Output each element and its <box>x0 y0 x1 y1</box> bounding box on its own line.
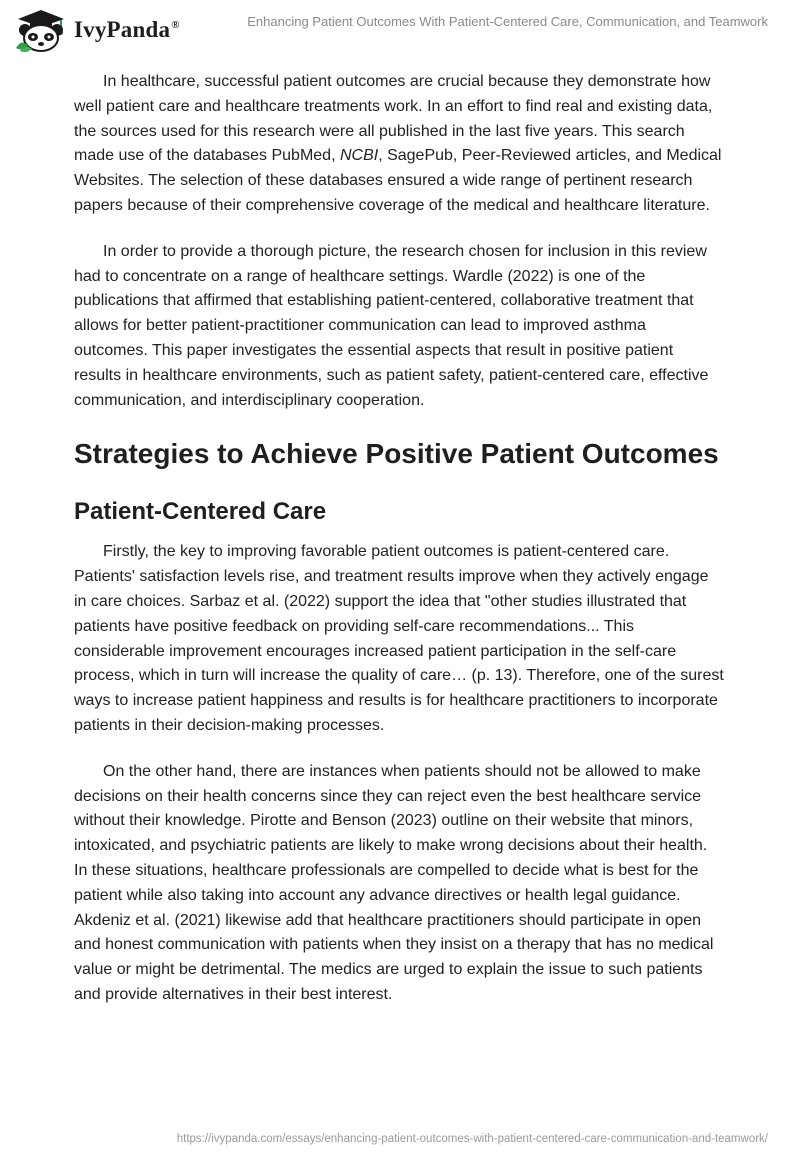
paragraph-settings: In order to provide a thorough picture, the research chosen for inclusion in this review had to concentrate on a range of healthcare settings. Wardle (2022) is one of the publications that affirmed that establishing patient-centered, collaborative treatment that allows for better patient-practitioner communication can lead to improved asthma outcomes. This paper investigates the essential aspects that result in positive patient results in healthcare environments, such as patient safety, patient-centered care, effective communication, and interdisciplinary cooperation. <box>74 242 709 409</box>
paragraph-intro: In healthcare, successful patient outcomes are crucial because they demonstrate how well patient care and healthcare treatments work. In an effort to find real and existing data, the sources used for this research were all published in the last five years. This search made use of the databases PubMed, NCBI, SagePub, Peer-Reviewed articles, and Medical Websites. The selection of these databases ensured a wide range of pertinent research papers because of their comprehensive coverage of the medical and healthcare literature. <box>74 73 722 214</box>
paragraph-patient-centered: Firstly, the key to improving favorable patient outcomes is patient-centered care. Patients' satisfaction levels rise, and treatment results improve when they actively engage in care choices. Sarbaz et al. (2022) support the idea that "other studies illustrated that patients have positive feedback on providing self-care recommendations... This considerable improvement encourages increased patient participation in the self-care process, which in turn will increase the quality of care… (p. 13). Therefore, one of the surest ways to increase patient happiness and results is for healthcare practitioners to incorporate patients in their decision-making processes. <box>74 543 724 734</box>
essay-body <box>74 70 724 1029</box>
source-url[interactable]: https://ivypanda.com/essays/enhancing-patient-outcomes-with-patient-centered-care-communication-and-teamwork/ <box>176 1133 768 1145</box>
subsection-heading: Patient-Centered Care <box>74 498 327 526</box>
section-heading: Strategies to Achieve Positive Patient Outcomes <box>74 438 719 470</box>
panda-graduate-icon <box>14 8 68 52</box>
ivypanda-logo[interactable] <box>14 8 180 52</box>
page-header <box>0 0 800 62</box>
brand-name: IvyPanda® <box>74 17 180 42</box>
paragraph-exceptions: On the other hand, there are instances when patients should not be allowed to make decisions on their health concerns since they can reject even the best healthcare service without their knowledge. Pirotte and Benson (2023) outline on their website that minors, intoxicated, and psychiatric patients are likely to make wrong decisions about their health. In these situations, healthcare professionals are compelled to decide what is best for the patient while also taking into account any advance directives or health legal guidance. Akdeniz et al. (2021) likewise add that healthcare practitioners should participate in open and honest communication with patients when they insist on a therapy that has no medical value or might be detrimental. The medics are urged to explain the issue to such patients and provide alternatives in their best interest. <box>74 762 714 1003</box>
ncbi-italic: NCBI <box>339 147 379 165</box>
document-title: Enhancing Patient Outcomes With Patient-Centered Care, Communication, and Teamwork <box>247 14 768 29</box>
